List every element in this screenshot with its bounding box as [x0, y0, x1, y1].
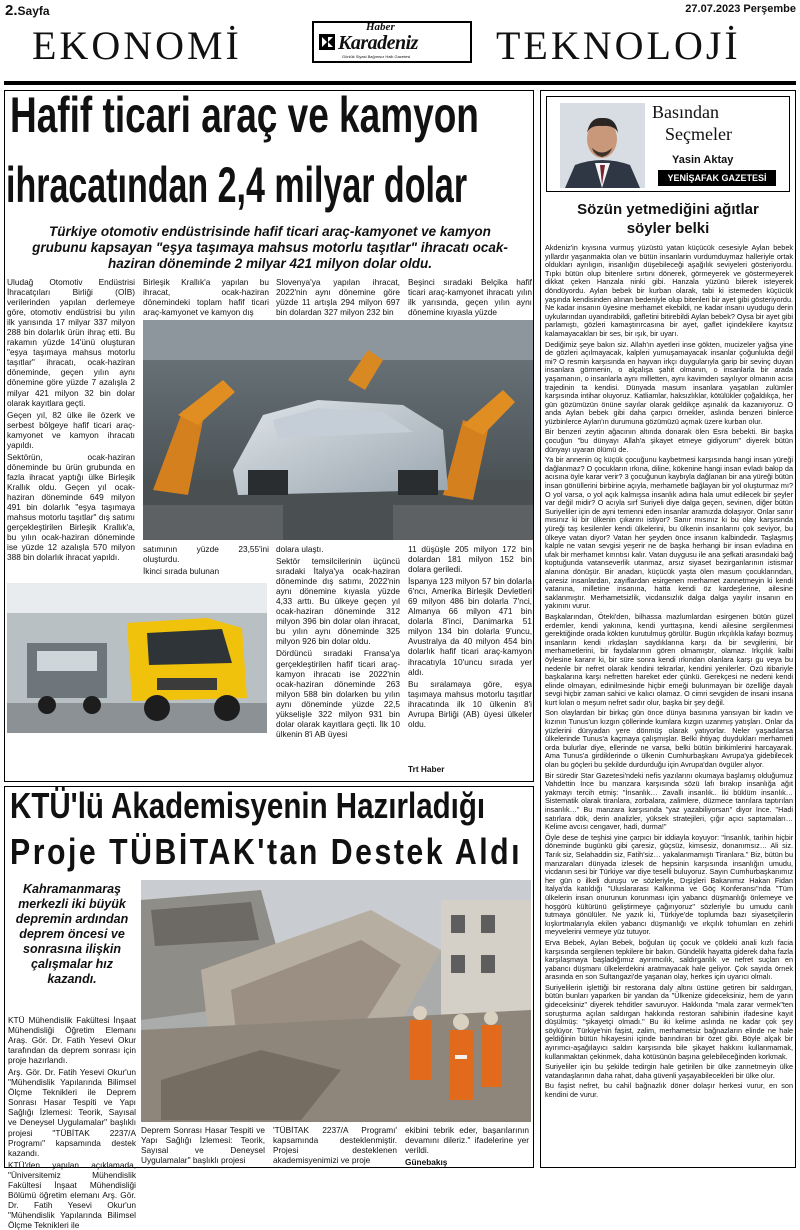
sidebar-body-p5: Başkalarından, Öteki'den, bilhassa mazlumlardan esirgenen bütün güzel erdemler, kendi yakınına, kendi yurttaşına, kendi ailesine sergilenmesi gerektiğinde orada kökten kurutulmuş görülür. Bugün ırkçılıkla kafayı bozmuş insanların kendi ırkdaşları saydıklarına karşı da bir sevgilerini, bir merhametlerini, bir faydalarının gören olmamıştır, olamaz. Irkçılık kalbi öylesine kararır ki, bir süre sonra kendi ırkından olanlara karşı gu veya bu nedenle bir nefret olarak kendini tekrarlar, kendini yenilerler. Özü itibariyle başkalarına karşı nefretten hareket eder çünkü. Gerekçesi ne nedeni kendi elinde olmayan, edinilmesinde hiçbir emeği bulunmayan bir özelliğe dayalı sevgi hiçbir zaman sahici ve kalıcı olamaz. O cimri sevgiden de insani insana kurt kılan o meşum nefret sadır olur, başka bir şey değil.: [545, 611, 793, 707]
sidebar-body-p1: Akdeniz'in kıyısına vurmuş yüzüstü yatan küçücük cesesiyle Aylan bebek yıllardır yaşanmakta olan ve bütün insanlarin vurdumduymaz halleriyle ortak oldukları ayrılıgın, insanlığın düşebileceği aşağılık seviyeleri gösteriyordu. Tıpkı bütün olup bitenlere sırtını dönerek, görmeyerek ve göstermeyerek dikkat çeken Hanzala ninki gibi. Hanzala yüzünü bilerek isteyerek döndüyordu. Aylan bebek bir kurban olarak, tabi ki istemeden küçücük yaşında kendisinden alınan bedeniyle olup bitenleri bir ayet gibi gösteriyordu. Ne kadar insanın üyesine merhamet ekebildi, ne kadar insanı uyudugu derin uykularından uyandırabildi, gafletini bitirebildi Aylan bebek? Oysa bir ayet gibi parlamıştı, gözleri kamaştırırcasına bir ayet, gaflet içindekilere kayıtsız kalamayacakları bir ses, bir ışık, bir uyarı.: [545, 243, 793, 338]
earthquake-rubble-photo: [141, 880, 531, 1122]
article1-col4-bottom: [408, 544, 532, 764]
sidebar-headline: [546, 200, 790, 238]
article1-col3-bottom-p3: Dördüncü sıradaki Fransa'ya gerçekleştirilen hafif ticari araç-kamyon ihracatı ise 2022'nin ocak-haziran döneminde 263 milyon 588 bin dolarken bu yılın aynı döneminde yüzde 22,5 yükselişle 322 milyon 931 bin dolar olarak kayıtlara geçti. İlk 10 ülkenin 8'i AB üyesi: [276, 648, 400, 739]
sidebar-body: [545, 244, 793, 1164]
article1-signature: Trt Haber: [408, 764, 445, 774]
issue-date: 27.07.2023 Perşembe: [685, 3, 796, 15]
sidebar-body-p8: Öyle dese de teşhisi yine çarpıcı bir iddiayla koyuyor: "İnsanlık, tarihin hiçbir döneminde bugünkü gibi çaresiz, güçsüz, kimsesiz, donanımsız… Ali siz. Tarık siz, Selahaddin siz, Fatih'siz… yakalanmamıştı Tiranlara." Biz, bütün bu manzaraları dünyada izlesek de hepsinin karşısında insanlığın umudu, vicdanın sesi bir Türkiye var diye teselli buluyoruz. Sayın Cumhurbaşkanımız her gün o ilkeli duruşu ve sözleriyle, Dışişleri Bakanımız Hakan Fidan İtalya'da katıldığı "Uluslararası Kalkınma ve Göç Konferansı"nda "Tüm ülkelerin insan onurunun korunması için yabancı düşmanlığı önlemeye ve hoşgörü kültürünü geliştirmeye çağırıyoruz" sözleriyle bu umudu canlı tutmaya gönülüler. Ne yazık ki, Türkiye'de toplumda bazı siyasetçilerin kışkırtmalarıyla ekilen yabancı düşmanlığı ve ırkçılık tohumları en zehirli meyvelerini vermeye yüz tutuyor.: [545, 832, 793, 937]
article1-col1: [7, 277, 135, 583]
article1-col4-bottom-p3: Bu sıralamaya göre, eşya taşımaya mahsus motorlu taşıtlar ihracatında ilk 10 ülkenin 8'i Avrupa Birliği (AB) üyesi ülkeler oldu.: [408, 678, 532, 729]
section-right-title: TEKNOLOJİ: [496, 23, 741, 68]
author-photo: [560, 103, 645, 188]
article2-col1-p2: Arş. Gör. Dr. Fatih Yesevi Okur'un "Mühendislik Yapılarında Bilimsel Ölçme Teknikleri ile Deprem Sonrası Hasar Tespiti ve Yapı Sağlığı İzlemesi: Teorik, Sayısal ve Deneysel Uygulamalar" başlıklı projesi "TÜBİTAK 2237/A Programı" kapsamında destek kazandı.: [8, 1067, 136, 1158]
article2-col4-text: ekibini tebrik eder, başarılarının devamını dileriz." ifadelerine yer verildi.: [405, 1125, 529, 1156]
sidebar-body-p10: Suriyelilerin işlettiği bir restorana daly altını üstüne getiren bir saldırgan, bütün bunları yaparken bir yandan da "Ülkenize gideceksiniz, hem de yarın gideceksiniz" diyerek tehditler savuruyor. Hakkında "mala zarar vermek"ten soruşturma açılan saldırgan hakkında restoran sahibinin ifadesine kayıt düşülmüş: "şikayetçi olmadı." Bu iki kelime aslında ne kadar çok şey söylüyor. Türkiye'nin faşist, zalim, merhametsiz bağnazların elinde ne hale geldiğinin bütün hikayesini içinde barındıran bir özet gibi. Böyle alçak bir ayırımcı-aşağılayıcı saldırı karşısında bile şikayet hakkını kullanmamak, kullanmaktan çekinmek, daha kötüsünün başına gelebileceğinden korkmak.: [545, 982, 793, 1061]
sidebar-body-p9: Erva Bebek, Aylan Bebek, boğulan üç çocuk ve çöldeki anali kızlı facia karşısında sergilenen tepkilere bir bakın. Gündelik hayatta giderek daha fazla karşılaşmaya başladığımız ayırımcılık, saldırganlık ve nefret suçları en yabancı düşmanı ülkelerdekini aratmayacak hale geliyor. Çok sayıda örnek arasında en son Sultangazi'de yaşanan olay, herkes için uyarıcı olmalı.: [545, 937, 793, 982]
sidebar-body-p7: Bir süredir Star Gazetesi'ndeki nefis yazılarını okumaya başlamış olduğumuz Vahdettin İnce bu manzara karşısında sözü lafı bırakıp insanlığa ağıt yakmayı tercih etmiş: "İnsanlık… Zavallı insanlık.. İki büklüm insanlık… Sistematik olarak tiranlara, zorbalara, zalimlere, düzmece tanrılara taptırılan insanlık…" Bu manzara karşısında "yaz yazabiliyorsan" diyor İnce. "Hadi satırlara dök, derin analizler, yüksek stratejileri, çığır açıcı saptamaları… Kelime avcısı cengaver, hadi, durma!": [545, 770, 793, 832]
truck-photo: [7, 583, 267, 733]
article1-col4-bottom-p2: İspanya 123 milyon 57 bin dolarla 6'ncı, Amerika Birleşik Devletleri 69 milyon 486 bin dolarla 7'nci, Almanya 66 milyon 471 bin dolarla 8'inci, Danimarka 51 milyon 134 bin dolarla 9'uncu, Avustralya da 40 milyon 454 bin dolarlık hafif ticari araç-kamyon ihracatıyla 10'uncu sırada yer aldı.: [408, 576, 532, 677]
sidebar-body-p11: Suriyeliler için bu şekilde tedirgin hale getirilen bir ülke zannetmeyin ülke vatandaşlarının daha rahat, daha güvenli yaşayabilecekleri bir ülke olur.: [545, 1062, 793, 1080]
article1-col4-top: Beşinci sıradaki Belçika hafif ticari araç-kamyonet ihracatı yılın ilk yarısında, geçen yılın aynı dönemine kıyasla yüzde: [408, 277, 532, 318]
article1-col2-bottom-p2: İkinci sırada bulunan: [143, 566, 220, 577]
article1-col3-bottom: [276, 544, 400, 772]
sidebar-body-p3: Bir benzeri zeytin ağacının altında donarak ölen Esra bebekti. Bir başka çocuğun "bu dünyayı Allah'a şikayet etmeye gidiyorum" diyerek bütün dünyayı uyaran ölümü de.: [545, 427, 793, 454]
sidebar-author: Yasin Aktay: [672, 154, 734, 166]
article1-headline-line2: ihracatından 2,4 milyar dolar: [6, 157, 468, 213]
logo-tagline: Günlük Siyasi Bağımsız Halk Gazetesi: [342, 54, 411, 59]
article2-col3: 'TÜBİTAK 2237/A Programı' kapsamında desteklenmiştir. Projesi desteklenen akademisyenimizi ve proje: [273, 1125, 397, 1166]
logo-top-text: Haber: [366, 21, 395, 33]
article2-col4: [405, 1125, 529, 1167]
article2-headline-line1: KTÜ'lü Akademisyenin Hazırladığı: [10, 785, 486, 826]
article1-col3-bottom-p2: Sektör temsilcilerinin üçüncü sıradaki İtalya'ya ocak-haziran döneminde dış satımı, 2022'nin aynı dönemine kıyasla yüzde 4,33 arttı. Bu ülkeye geçen yıl ocak-haziran döneminde 312 milyon 396 bin dolar olan ihracat, bu yılın aynı döneminde 325 milyon 926 bin dolar oldu.: [276, 556, 400, 647]
article1-col2-bottom-p1: satımının yüzde 23,55'ini oluşturdu.: [143, 544, 269, 565]
article1-deck: Türkiye otomotiv endüstrisinde hafif ticari araç-kamyonet ve kamyon grubunu kapsayan "eşya taşımaya mahsus motorlu taşıtlar" ihracatı ocak-haziran döneminde 2 milyar 421 milyon dolar oldu.: [32, 224, 508, 271]
page-number: [5, 2, 50, 19]
header-divider: [4, 81, 796, 85]
sidebar-title-line2: Seçmeler: [665, 124, 732, 144]
sidebar-headline-line2: söyler belki: [626, 220, 710, 237]
article1-col2-top: Birleşik Krallık'a yapılan bu ihracat, ocak-haziran dönemindeki toplam hafif ticari araç-kamyonet ve kamyon dış: [143, 277, 269, 318]
article1-col1-p3: Sektörün, ocak-haziran döneminde bu ürün grubunda en fazla ihracat yaptığı ülke Birleşik Krallık oldu. Geçen yıl ocak-haziran döneminde 649 milyon 491 bin dolarlık "eşya taşımaya mahsus motorlu taşıtlar" dış satımı gerçekleştirilen Birleşik Krallık'a, bu yılın ocak-haziran döneminde ise yüzde 12 azalışla 570 milyon 388 bin dolarlık ihracat yapıldı.: [7, 451, 135, 563]
page-number-value: 2.: [5, 2, 18, 19]
article1-col4-bottom-p1: 11 düşüşle 205 milyon 172 bin dolardan 181 milyon 152 bin dolara geriledi.: [408, 544, 532, 575]
page-label: Sayfa: [17, 4, 50, 18]
article1-col1-p2: Geçen yıl, 82 ülke ile özerk ve serbest bölgeye hafif ticari araç-kamyonet ve kamyon ihracatı yapıldı.: [7, 409, 135, 450]
article1-headline-line1: Hafif ticari araç ve kamyon: [10, 87, 479, 143]
article2-deck: Kahramanmaraş merkezli iki büyük depremin ardından deprem öncesi ve sonrasına ilişkin çalışmalar hız kazandı.: [15, 882, 129, 986]
logo-icon: [318, 33, 336, 51]
section-left-title: EKONOMİ: [32, 23, 242, 68]
article2-signature: Günebakış: [405, 1157, 448, 1168]
article1-col1-p1: Uludağ Otomotiv Endüstrisi İhracatçıları Birliği (OİB) verilerinden yapılan derlemeye göre, otomotiv endüstrisi bu yılın ilk yarısında 17 milyar 337 milyon 288 bin dolarlık ürün ihraç etti. Bu rakamın yüzde 14'ünü oluşturan "eşya taşımaya mahsus motorlu taşıtlar" ihracatı, ocak-haziran döneminde, geçen yılın aynı dönemine göre yüzde 7 azalışla 2 milyar 421 milyon 32 bin dolar olarak kayıtlara geçti.: [7, 277, 135, 408]
sidebar-body-p12: Bu faşist nefret, bu cahil bağnazlık döner dolaşır herkesi vurur, en son kendini de vurur.: [545, 1081, 793, 1099]
article2-headline-line2: Proje TÜBİTAK'tan Destek Aldı: [10, 831, 523, 872]
article2-col1-p1: KTÜ Mühendislik Fakültesi İnşaat Mühendisliği Öğretim Elemanı Araş. Gör. Dr. Fatih Yesevi Okur tarafından da deprem sonrası için proje hazırlandı.: [8, 1015, 136, 1066]
article2-col1: [8, 1015, 136, 1230]
newspaper-logo: [312, 21, 472, 63]
sidebar-body-p4: Ya bir annenin üç küçük çocuğunu kaybetmesi karşısında hangi insan yüreği dağlanmaz? O çocukların ırkına, diline, kökenine hangi insan evladı bakıp da acısına öyle karar verir? 3 çocuğunun kaybıyla dağlanan bir ana yüreği bütün insan gönüllerini birbirine açıyla, merhametle bağlayan bir yol oluşturmaz mı? O yol varsa, o yol açık kalmışsa insanlık adına hala umut edilecek bir şeyler var değil midir? O acıyla sırf Suriyeli diye dalga geçen, sevinen, diğer bütün Suriyeliler için de ayni temenni eden insanlar aramızda dolaşıyor. Onlar sanır mısınız ki bir ülkenin çıkarını istiyor? Sanır mısınız ki bu olay karşısında yüreği taş kesilenler kendi ülkelerini, bu ülkenin insanlarını çok seviyor, bu ülkeye vatan diyor? Vatan her şeyden önce insanın kalbindedir. Taşlaşmış kalple ne vatan sevgisi yeşerir ne de başka herhangi bir insan evladına en ufak bir merhamet kırıntısı kalır. Vatan duygusu ile ana şefkati arasındaki bağ koptuğunda vatanseverlik utanmaz, arsız siyaset bezirganlarının istismar alanına dönüşür. Bir anadan, küçücük yaşta ölen masum çocuklarından, çaresiz insanlardan, zayıflardan esirgenen merhamet zannetmeyin ki kendi vatanına, milletine insanına, hatta kendi öz kardeşlerine, ailesine saklanmıştır. Merhametsizlik, vicdansızlık dalga dalga yayılır insanın en yakınını vurur.: [545, 455, 793, 611]
article2-col2: Deprem Sonrası Hasar Tespiti ve Yapı Sağlığı İzlemesi: Teorik, Sayısal ve Deneysel Uygulamalar" başlıklı projesi: [141, 1125, 265, 1166]
sidebar-body-p6: Son olaylardan bir birkaç gün önce dünya basınına yansıyan bir kadın ve kızının Tunus'un kızgın çöllerinde kumlara kızgın uzanmış yatışları. Onlar da yüzlerini dünyadan yere dönmüş olarak yatıyorlar. Neler yaşadılarsa ülkelerinde Tunus'a kaçmaya çalışmışlar. Belki ihtiyaç duydukları merhameti orda bulurlar diye, ellerinde ne varsa, belki bütün birikimlerini harcayarak. Ama Tunus'a girdiklerinde o ülkenin Cumhurbaşkanı Avrupa'ya gidebilecek olan bu göçleri bu şekilde durdurduğu için Avrupa'dan övgüler alıyor.: [545, 708, 793, 770]
logo-main-text: Karadeniz: [338, 32, 418, 54]
article2-col1-p3: KTÜ'den yapılan açıklamada, "Üniversitemiz Mühendislik Fakültesi İnşaat Mühendisliği Bölümü öğretim elemanı Arş. Gör. Dr. Fatih Yesevi Okur'un "Mühendislik Yapılarında Bilimsel Ölçme Teknikleri ile: [8, 1159, 136, 1230]
article1-col3-top: Slovenya'ya yapılan ihracat, 2022'nin aynı dönemine göre yüzde 11 artışla 294 milyon 697 bin dolardan 327 milyon 232 bin: [276, 277, 400, 318]
sidebar-headline-line1: Sözün yetmediğini ağıtlar: [577, 201, 759, 218]
factory-photo: [143, 320, 533, 540]
article1-col2-bottom: [143, 544, 269, 584]
sidebar-title-line1: Basından: [652, 102, 719, 122]
sidebar-source: YENİŞAFAK GAZETESİ: [658, 170, 776, 186]
sidebar-body-p2: Dediğimiz şeye bakın siz. Allah'ın ayetleri inse gökten, mucizeler yağsa yine de gözleri açılmayacak, kalpleri yumuşamayacak insanlar çoğunlukta değil mi? O resmin karşısında en hayvan irkçı duygularıyla garip bir sevinç duyan insanlara görmenin, o alçalışa şahit olmanın, o insanlarla bir arada yaşamanın, o insanlarla aynı milletten, aynı kavimden sayılıyor olmanın acısı trajedinin ta kendisi. Dünyada masum insanlara yaşatılan zulümler karşısında intihar oluyoruz. Katliamlar, haksızlıklar, kötülükler çoğaldıkça, her gün gözümüzün önüne sayılar olarak geldikçe aşınalık da kazanıyoruz. O anda Aylan bebek gibi daha çarpıcı örnekler, aslında benzeri binlerce yüzbinlerce Aylan'ın durumuna gözümüzü açmak üzere kurban olur.: [545, 339, 793, 426]
article1-col3-bottom-p1: dolara ulaştı.: [276, 544, 324, 554]
